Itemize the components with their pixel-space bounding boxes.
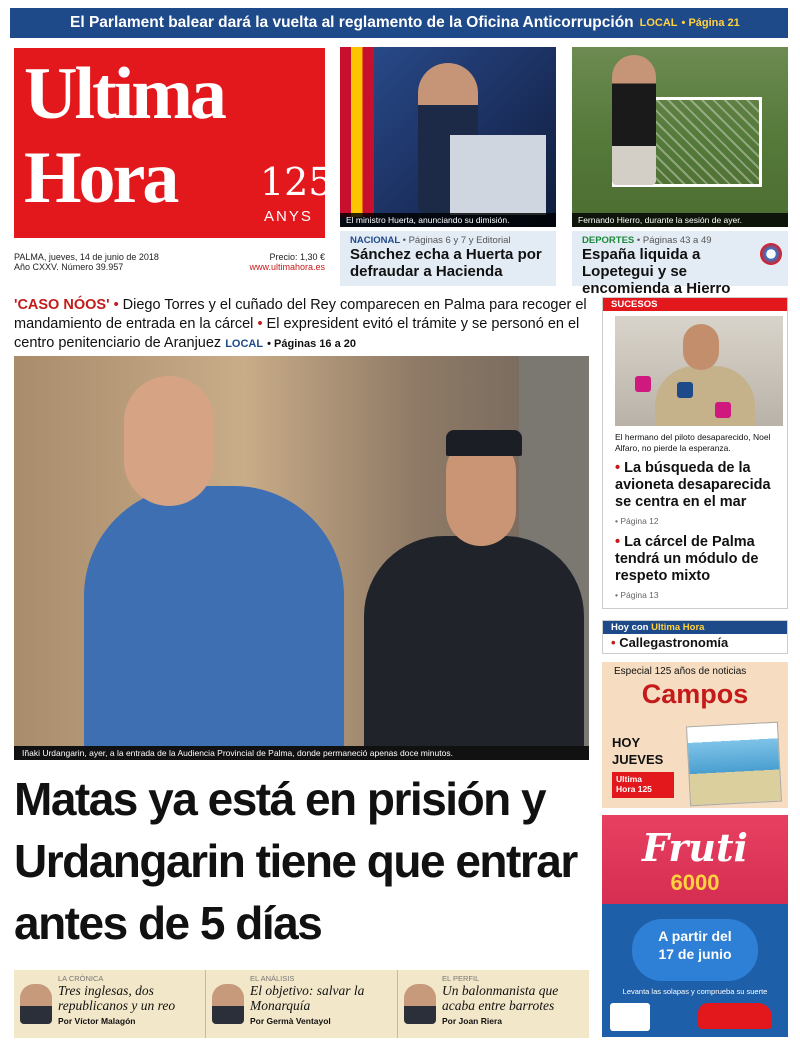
top-headline: El Parlament balear dará la vuelta al reglamento de la Oficina Anticorrupción: [70, 14, 634, 31]
opinion-title: El objetivo: salvar la Monarquía: [250, 983, 365, 1013]
main-photo-caption: Iñaki Urdangarin, ayer, a la entrada de la Audiencia Provincial de Palma, donde permaneció apenas doce minutos.: [14, 746, 589, 760]
teaser-nacional-pages: • Páginas 6 y 7 y Editorial: [402, 235, 511, 246]
anniversary-number: 125: [260, 160, 333, 204]
fruti-small-print: Levanta las solapas y comprueba su suerte: [622, 987, 768, 996]
masthead-logo[interactable]: [14, 48, 333, 238]
teaser-nacional-headline: Sánchez echa a Huerta por defraudar a Hacienda: [350, 246, 542, 280]
opinion-title: Tres inglesas, dos republicanos y un reo: [58, 983, 176, 1013]
sucesos-box: [602, 297, 788, 609]
huerta-caption: El ministro Huerta, anunciando su dimisión.: [340, 213, 556, 227]
police-officer-figure: [364, 536, 584, 760]
hoy-con-brand: Ultima Hora: [651, 622, 705, 633]
opinion-label: EL ANÁLISIS: [250, 974, 295, 983]
top-headline-bar[interactable]: [10, 8, 788, 38]
opinion-column[interactable]: [206, 970, 398, 1038]
lead-text-2: El expresident evitó el trámite y se personó en el centro penitenciario de Aranjuez: [14, 316, 580, 351]
opinion-title: Un balonmanista que acaba entre barrotes: [442, 983, 559, 1013]
campos-name: Campos: [641, 679, 749, 709]
hierro-caption: Fernando Hierro, durante la sesión de ayer.: [572, 213, 788, 227]
teaser-deportes-section: DEPORTES: [582, 235, 635, 246]
podium-image: [450, 135, 546, 215]
campos-cover-image: [686, 722, 782, 807]
website-link[interactable]: www.ultimahora.es: [249, 262, 325, 272]
world-cup-ball-icon: [760, 243, 782, 265]
hierro-photo[interactable]: [572, 47, 788, 227]
fruti-from: A partir del: [658, 928, 732, 944]
microphone-icon: [677, 382, 693, 398]
coach-figure: [612, 55, 656, 185]
opinion-label: EL PERFIL: [442, 974, 480, 983]
urdangarin-head: [124, 376, 214, 506]
anniversary-word: ANYS: [264, 208, 313, 225]
sucesos-story-1[interactable]: • La búsqueda de la avioneta desaparecida se centra en el mar • Página 12: [615, 460, 785, 530]
masthead-line1: Ultima: [24, 53, 224, 135]
noel-alfaro-photo[interactable]: [615, 316, 783, 426]
sponsor-logo-icon: [610, 1003, 650, 1031]
story-1-page: • Página 12: [615, 516, 659, 526]
fruti-date: 17 de junio: [658, 946, 732, 962]
mini-logo-line1: Ultima: [616, 774, 642, 784]
opinion-label: LA CRÓNICA: [58, 974, 104, 983]
noel-body: [655, 366, 755, 426]
fruti-date-badge: [632, 919, 758, 981]
opinion-author: Por Víctor Malagón: [58, 1016, 136, 1026]
masthead-line2: Hora: [24, 137, 177, 219]
opinion-column[interactable]: [14, 970, 206, 1038]
lead-kicker[interactable]: 'CASO NÓOS' • Diego Torres y el cuñado del Rey comparecen en Palma para recoger el mandamiento de entrada en la cárcel • El expresident evitó el trámite y se personó en el centro penitenciario de Aranjuez LOCAL • Páginas 16 a 20: [14, 297, 587, 351]
teaser-nacional-section: NACIONAL: [350, 235, 400, 246]
lead-tag: 'CASO NÓOS': [14, 297, 110, 313]
opinion-strip: [14, 970, 589, 1038]
spain-flag-image: [340, 47, 374, 217]
campos-special: Especial 125 años de noticias: [614, 666, 747, 677]
main-headline[interactable]: Matas ya está en prisión y Urdangarin tiene que entrar antes de 5 días: [14, 773, 577, 949]
hoy-con-item: Callegastronomía: [619, 635, 729, 650]
top-headline-page: • Página 21: [681, 17, 740, 29]
police-cap-icon: [446, 430, 522, 456]
hoy-con-promo[interactable]: Hoy con Ultima Hora • Callegastronomía: [602, 620, 788, 654]
microphone-icon: [715, 402, 731, 418]
story-2-page: • Página 13: [615, 590, 659, 600]
lead-section: LOCAL: [225, 338, 264, 350]
lead-text-1: Diego Torres y el cuñado del Rey comparecen en Palma para recoger el mandamiento de entrada en la cárcel: [14, 297, 587, 332]
urdangarin-figure: [84, 486, 344, 760]
campos-promo[interactable]: [602, 662, 788, 808]
dateline: [14, 252, 325, 272]
sucesos-story-2[interactable]: • La cárcel de Palma tendrá un módulo de respeto mixto • Página 13: [615, 534, 785, 604]
mini-logo: [612, 772, 674, 798]
campos-day: JUEVES: [612, 752, 664, 767]
opinion-column[interactable]: [398, 970, 589, 1038]
teaser-deportes[interactable]: [572, 231, 788, 297]
issue-number: Año CXXV. Número 39.957: [14, 262, 124, 272]
place-date: PALMA, jueves, 14 de junio de 2018: [14, 252, 159, 262]
mini-logo-line2: Hora 125: [616, 784, 652, 794]
microphone-icon: [635, 376, 651, 392]
huerta-photo[interactable]: [340, 47, 556, 227]
teaser-deportes-pages: • Páginas 43 a 49: [636, 235, 712, 246]
fruti-ad[interactable]: [602, 815, 788, 1037]
opinion-author: Por Germà Ventayol: [250, 1016, 331, 1026]
teaser-deportes-headline: España liquida a Lopetegui y se encomienda a Hierro: [582, 246, 731, 297]
author-avatar: [404, 984, 436, 1024]
noel-caption: El hermano del piloto desaparecido, Noel Alfaro, no pierde la esperanza.: [615, 432, 771, 453]
teaser-nacional[interactable]: [340, 231, 556, 286]
noel-face: [683, 324, 719, 370]
opinion-author: Por Joan Riera: [442, 1016, 502, 1026]
hoy-con-prefix: Hoy con: [611, 622, 649, 633]
author-avatar: [212, 984, 244, 1024]
story-2-headline: La cárcel de Palma tendrá un módulo de respeto mixto: [615, 534, 759, 584]
story-1-headline: La búsqueda de la avioneta desaparecida se centra en el mar: [615, 460, 771, 510]
sucesos-header: SUCESOS: [603, 298, 787, 311]
top-headline-section: LOCAL: [639, 17, 678, 29]
car-image: [698, 1003, 772, 1029]
author-avatar: [20, 984, 52, 1024]
lead-pages: • Páginas 16 a 20: [267, 338, 356, 350]
price: Precio: 1,30 €: [269, 252, 325, 262]
campos-hoy: HOY: [612, 735, 641, 750]
fruti-brand: Fruti: [642, 825, 748, 870]
urdangarin-photo[interactable]: [14, 356, 589, 760]
fruti-number: 6000: [670, 870, 720, 895]
